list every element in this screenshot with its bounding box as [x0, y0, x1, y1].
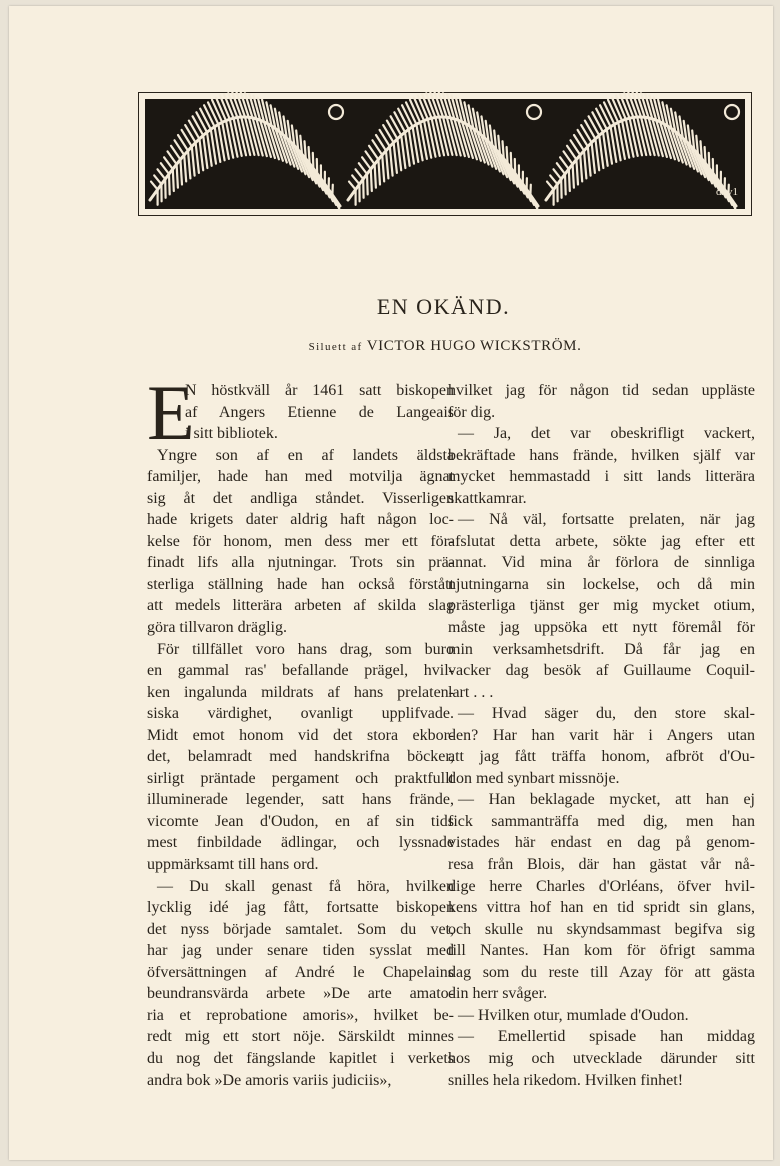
fern-leaflet — [375, 164, 376, 188]
text-line: N höstkväll år 1461 satt biskopen — [185, 382, 454, 399]
text-line: lart . . . — [448, 683, 494, 701]
text-line: sterliga ställning hade han också förstått — [147, 575, 454, 593]
text-line: finadt lifs alla njutningar. Trots sin prä- — [147, 554, 454, 572]
text-column-left — [147, 369, 454, 1091]
text-line: måste jag uppsöka ett nytt föremål för — [448, 619, 755, 637]
text-line: resa från Blois, där han gästat vår nå- — [448, 856, 755, 874]
text-line: öfversättningen af André le Chapelains — [147, 963, 454, 981]
text-line: — Hvad säger du, den store skal- — [458, 705, 755, 723]
text-line: njutningarna sin lockelse, och då min — [448, 575, 755, 593]
byline-prefix: Siluett af — [308, 341, 363, 353]
fern-leaflet — [313, 153, 314, 169]
book-page — [9, 6, 773, 1160]
text-line: Midt emot honom vid det stora ekbor- — [147, 726, 454, 744]
text-line: bekräftade hans frände, hvilken själf var — [448, 446, 755, 464]
text-line: — Han beklagade mycket, att han ej — [458, 791, 755, 809]
text-line: sirligt präntade pergament och praktfullt — [147, 769, 454, 787]
text-line: den? Har han varit här i Angers utan — [448, 726, 755, 744]
fern-leaflet — [511, 153, 512, 169]
text-line: — Ja, det var obeskrifligt vackert, — [458, 425, 755, 443]
text-line: afslutat detta arbete, sökte jag efter ett — [448, 532, 755, 550]
text-line: vacker dag besök af Guillaume Coquil- — [448, 662, 755, 680]
fern-leaflet — [705, 147, 706, 164]
ornament-monogram: dxv1 — [716, 186, 738, 198]
text-line: snilles hela rikedom. Hvilken finhet! — [448, 1071, 684, 1089]
text-line: ria et reprobatione amoris», hvilket be- — [147, 1006, 454, 1024]
text-line: mycket hemmastadd i sitt lands litterära — [448, 468, 755, 486]
text-line: fick sammanträffa med dig, men han — [448, 812, 755, 830]
fern-leaflet — [367, 174, 368, 194]
text-line: har jag under senare tiden sysslat med — [147, 942, 454, 960]
text-line: prästerliga tjänst ger mig mycket otium, — [448, 597, 755, 615]
text-line: din herr svåger. — [448, 985, 548, 1003]
fern-leaflet — [503, 141, 504, 159]
text-line: dag som du reste till Azay för att gästa — [448, 963, 755, 981]
fern-leaflet — [309, 147, 310, 164]
text-line: kens vittra hof han en tid spridt sin glans, — [448, 899, 755, 917]
fern-leaflet — [573, 164, 574, 188]
fern-ornament-headpiece — [138, 92, 752, 216]
fern-leaflet — [371, 169, 372, 191]
text-line: familjer, hade han med motvilja ägnat — [147, 468, 454, 486]
text-line: beundransvärda arbete »De arte amato- — [147, 985, 454, 1003]
text-line: Yngre son af en af landets äldsta — [157, 446, 454, 464]
fern-leaflet — [177, 164, 178, 188]
text-line: mest finbildade ädlingar, och lyssnade — [147, 834, 454, 852]
text-line: att jag fått träffa honom, afbröt d'Ou- — [448, 748, 755, 766]
text-line: siska värdighet, ovanligt upplifvade. — [147, 705, 454, 723]
text-line: don med synbart missnöje. — [448, 769, 620, 787]
text-column-right — [448, 380, 755, 1091]
text-line: en gammal ras' befallande prägel, hvil- — [147, 662, 454, 680]
text-line: — Du skall genast få höra, hvilken — [157, 877, 454, 895]
text-line: hvilket jag för någon tid sedan uppläste — [448, 382, 755, 399]
text-line: lycklig idé jag fått, fortsatte biskopen — [147, 899, 454, 917]
text-line: till Nantes. Han kom för öfrigt samma — [448, 942, 755, 960]
author-name: VICTOR HUGO WICKSTRÖM. — [366, 338, 582, 354]
text-line: — Hvilken otur, mumlade d'Oudon. — [458, 1006, 689, 1024]
text-line: att medels litterära arbeten af skilda slag — [147, 597, 454, 615]
text-line: för dig. — [448, 403, 496, 421]
text-line: sig åt det andliga ståndet. Visserligen — [147, 489, 454, 507]
text-line: uppmärksamt till hans ord. — [147, 856, 319, 874]
text-line: af Angers Etienne de Langeais — [185, 403, 454, 421]
text-line: och skulle nu skyndsammast begifva sig — [448, 920, 755, 938]
text-line: det, belamradt med handskrifna böcker, — [147, 748, 454, 766]
fern-leaflet — [305, 141, 306, 159]
text-line: du nog det fängslande kapitlet i verkets — [147, 1049, 454, 1067]
text-line: kelse för honom, men dess mer ett för- — [147, 532, 454, 550]
text-line: hos mig och utvecklade därunder sitt — [448, 1049, 755, 1067]
drop-cap: E — [147, 369, 195, 456]
fern-leaflet — [709, 153, 710, 169]
text-line: redt mig ett stort nöje. Särskildt minnes — [147, 1028, 454, 1046]
text-line: — Emellertid spisade han middag — [458, 1028, 755, 1046]
text-line: vistades här endast en dag på genom- — [448, 834, 755, 852]
text-line: ken ingalunda mildrats af hans prelaten- — [147, 683, 454, 701]
text-line: dige herre Charles d'Orléans, öfver hvil- — [448, 877, 755, 895]
fern-leaflet — [173, 169, 174, 191]
text-line: göra tillvaron dräglig. — [147, 619, 287, 637]
fern-leaflet — [507, 147, 508, 164]
text-line: — Nå väl, fortsatte prelaten, när jag — [458, 511, 755, 529]
fern-leaflet — [569, 169, 570, 191]
text-line: vicomte Jean d'Oudon, en af sin tids — [147, 812, 454, 830]
text-line: det nyss började samtalet. Som du vet, — [147, 920, 454, 938]
fern-leaflet — [169, 174, 170, 194]
text-line: min verksamhetsdrift. Då får jag en — [448, 640, 755, 658]
fern-leaflet — [565, 174, 566, 194]
text-line: För tillfället voro hans drag, som buro — [157, 640, 454, 658]
text-line: andra bok »De amoris variis judiciis», — [147, 1071, 392, 1089]
text-line: i sitt bibliotek. — [185, 425, 278, 443]
text-line: skattkamrar. — [448, 489, 527, 507]
article-title: EN OKÄND. — [376, 294, 511, 319]
text-line: hade krigets dater aldrig haft någon loc- — [147, 511, 454, 529]
article-byline — [9, 338, 773, 355]
text-line: illuminerade legender, satt hans frände, — [147, 791, 454, 809]
text-line: annat. Vid mina år förlora de sinnliga — [448, 554, 755, 572]
fern-leaflet — [701, 141, 702, 159]
